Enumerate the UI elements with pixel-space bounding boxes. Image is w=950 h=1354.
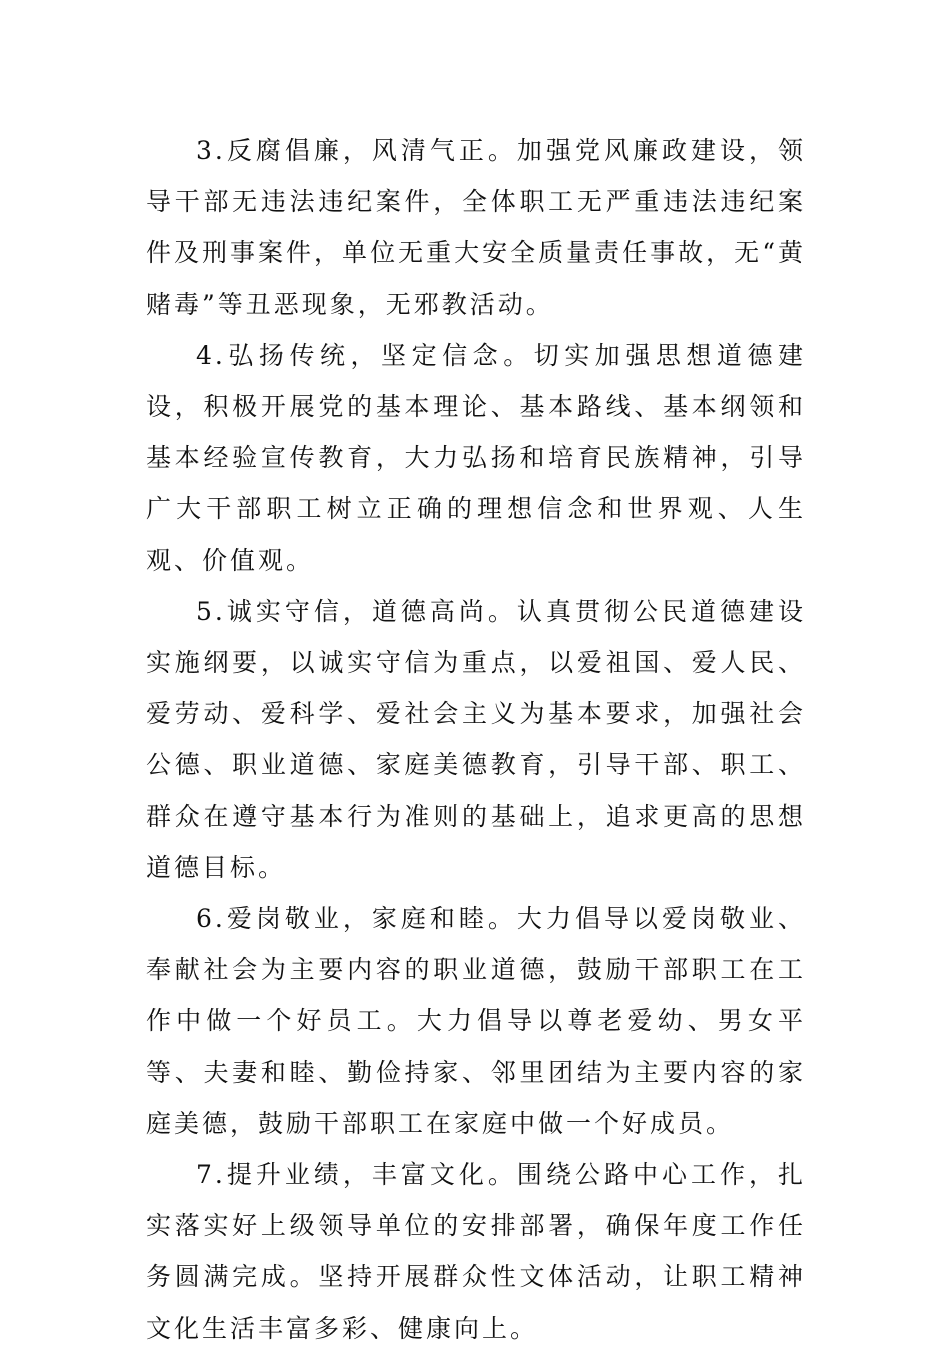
- paragraph-item-7: 7.提升业绩，丰富文化。围绕公路中心工作，扎实落实好上级领导单位的安排部署，确保年度工作任务圆满完成。坚持开展群众性文体活动，让职工精神文化生活丰富多彩、健康向上。: [146, 1160, 806, 1343]
- paragraph-item-3: 3.反腐倡廉，风清气正。加强党风廉政建设，领导干部无违法违纪案件，全体职工无严重违法违纪案件及刑事案件，单位无重大安全质量责任事故，无“黄赌毒”等丑恶现象，无邪教活动。: [146, 136, 806, 319]
- paragraph-item-6: 6.爱岗敬业，家庭和睦。大力倡导以爱岗敬业、奉献社会为主要内容的职业道德，鼓励干部职工在工作中做一个好员工。大力倡导以尊老爱幼、男女平等、夫妻和睦、勤俭持家、邻里团结为主要内容的家庭美德，鼓励干部职工在家庭中做一个好成员。: [146, 904, 806, 1138]
- paragraph-item-5: 5.诚实守信，道德高尚。认真贯彻公民道德建设实施纲要，以诚实守信为重点，以爱祖国、爱人民、爱劳动、爱科学、爱社会主义为基本要求，加强社会公德、职业道德、家庭美德教育，引导干部、职工、群众在遵守基本行为准则的基础上，追求更高的思想道德目标。: [146, 596, 806, 882]
- paragraph-item-4: 4.弘扬传统，坚定信念。切实加强思想道德建设，积极开展党的基本理论、基本路线、基本纲领和基本经验宣传教育，大力弘扬和培育民族精神，引导广大干部职工树立正确的理想信念和世界观、人生观、价值观。: [146, 340, 806, 575]
- document-body: [146, 125, 806, 1354]
